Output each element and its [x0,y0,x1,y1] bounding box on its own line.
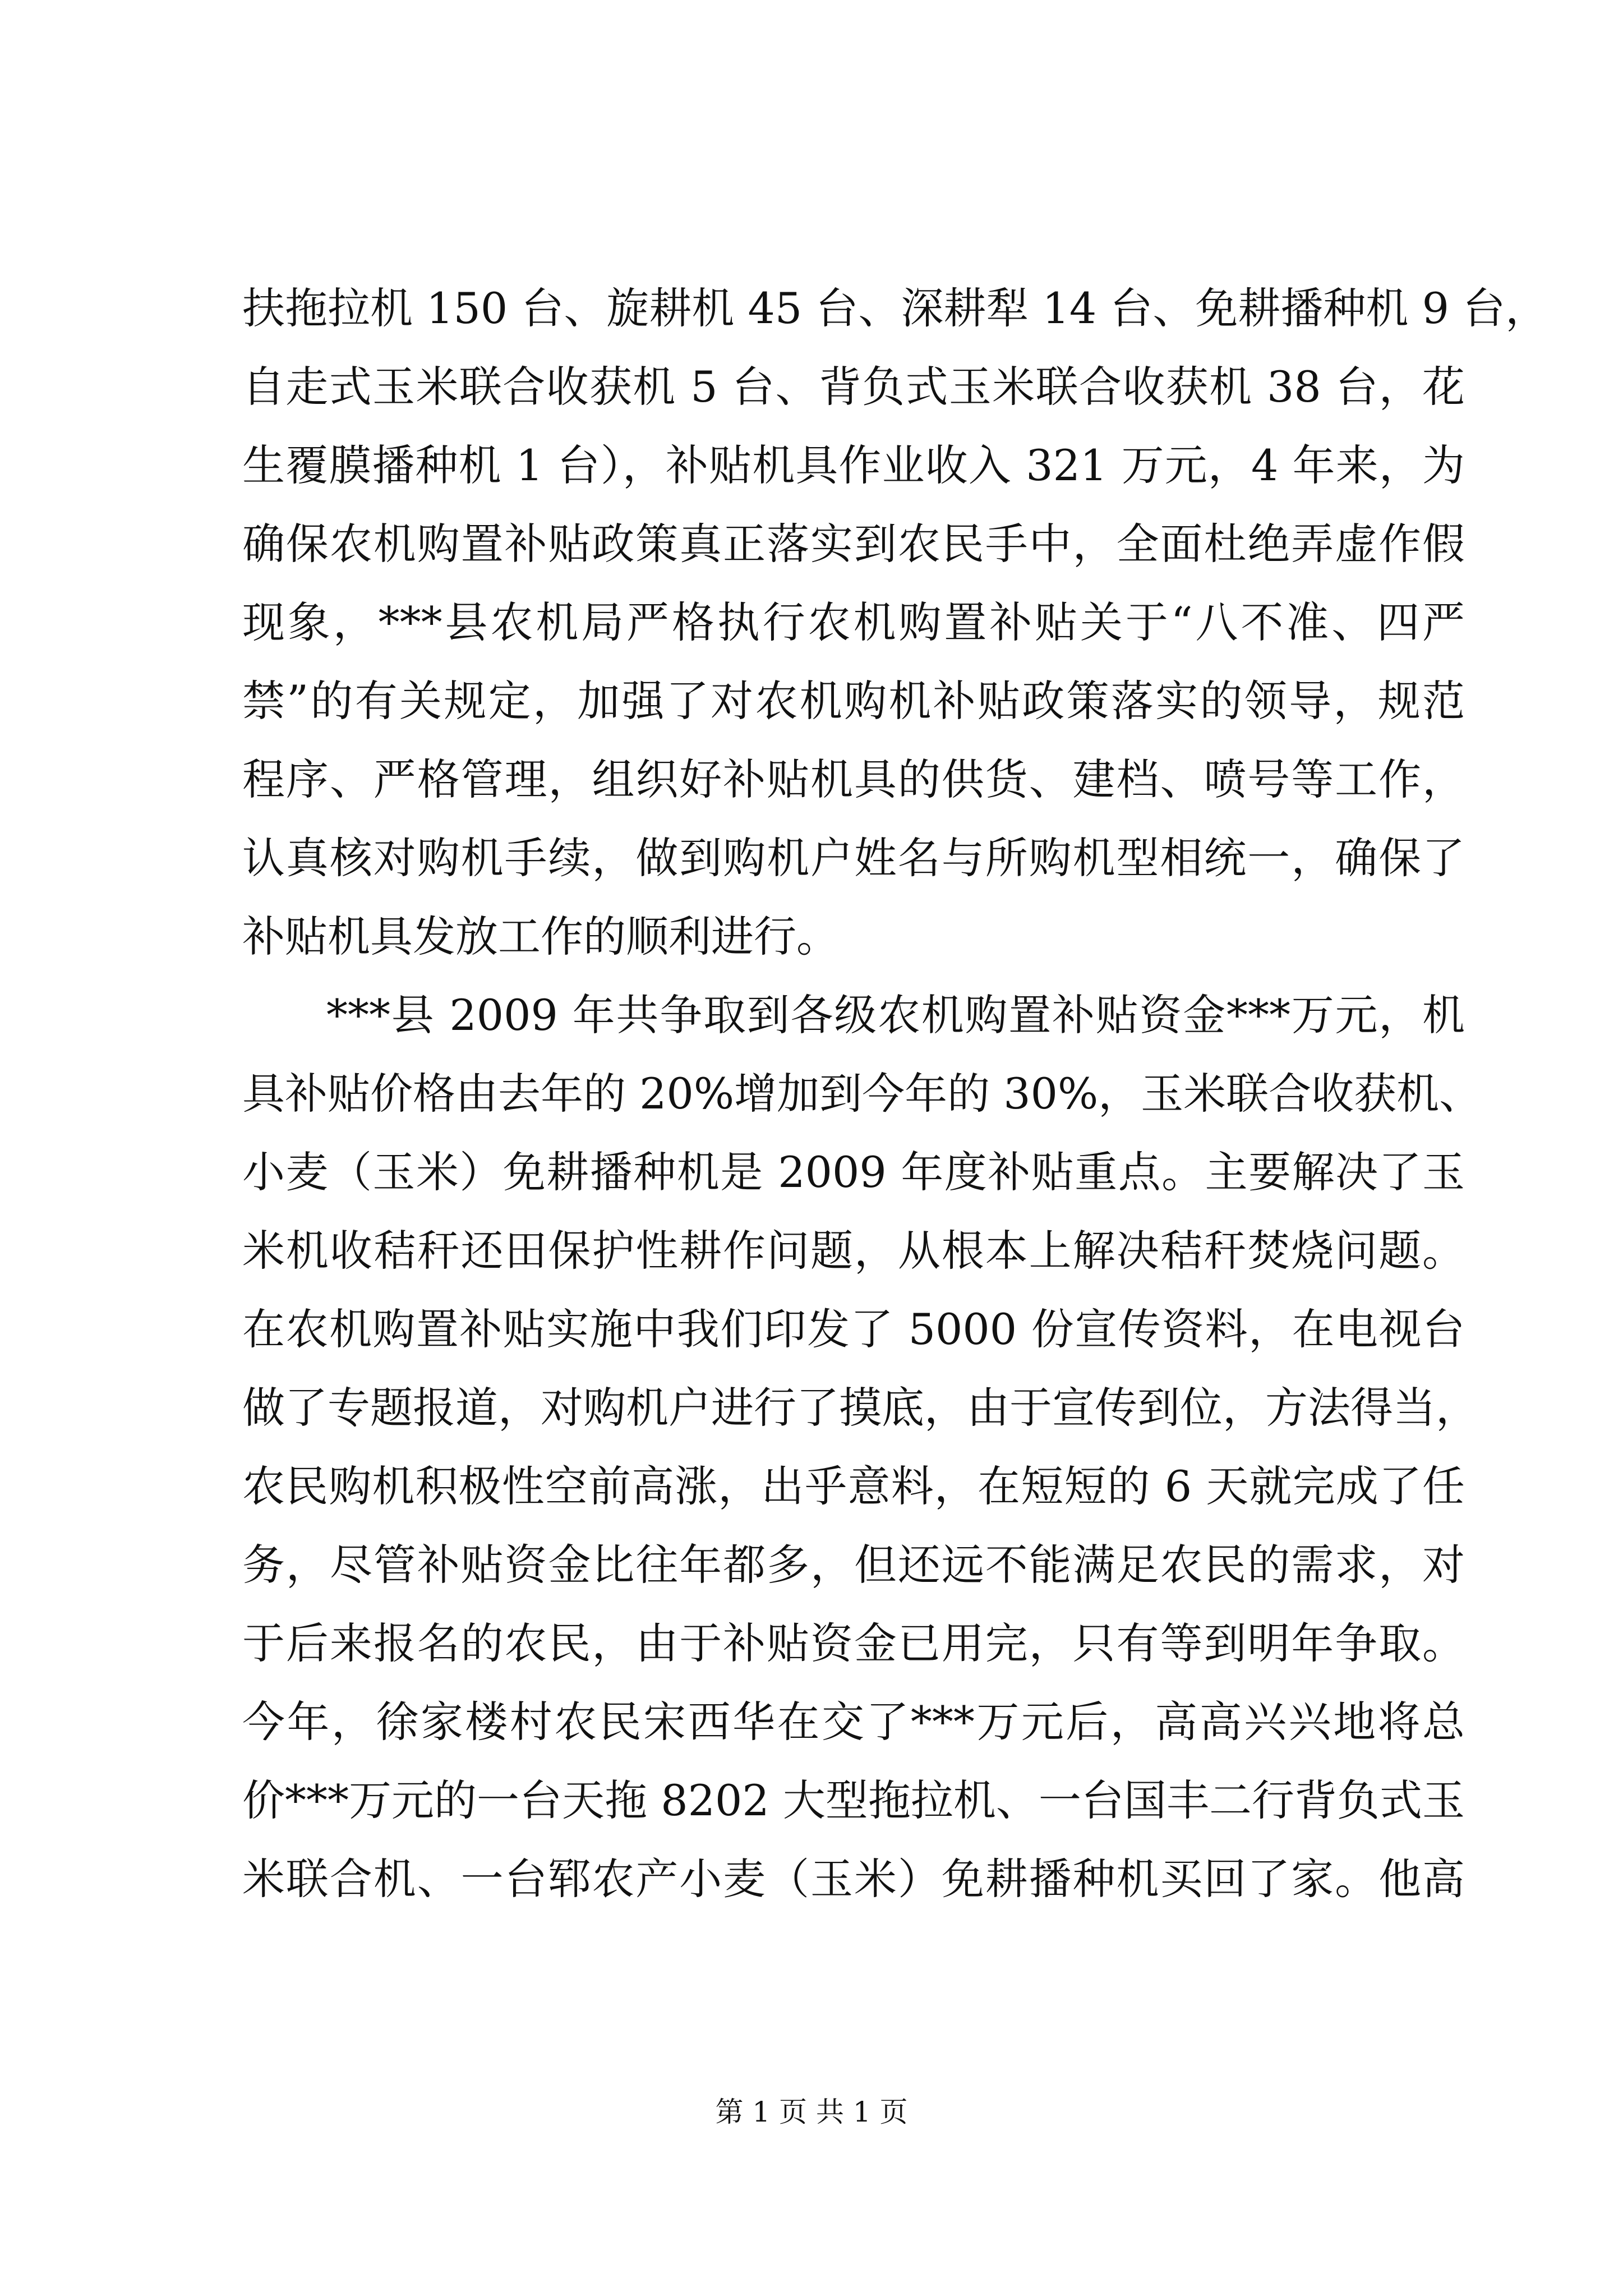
paragraph-line: 认真核对购机手续，做到购机户姓名与所购机型相统一，确保了 [242,833,1465,883]
paragraph-line: 米机收秸秆还田保护性耕作问题，从根本上解决秸秆焚烧问题。 [242,1226,1465,1276]
paragraph-line: 务，尽管补贴资金比往年都多，但还远不能满足农民的需求，对 [242,1540,1465,1590]
paragraph-line: 确保农机购置补贴政策真正落实到农民手中，全面杜绝弄虚作假 [242,519,1465,569]
paragraph-line: 米联合机、一台郓农产小麦（玉米）免耕播种机买回了家。他高 [242,1854,1465,1904]
paragraph-line: ***县 2009 年共争取到各级农机购置补贴资金***万元，机 [326,990,1465,1040]
paragraph-line: 补贴机具发放工作的顺利进行。 [242,912,839,961]
paragraph-line: 程序、严格管理，组织好补贴机具的供货、建档、喷号等工作， [242,754,1465,804]
paragraph-line: 小麦（玉米）免耕播种机是 2009 年度补贴重点。主要解决了玉 [242,1147,1465,1197]
paragraph-line: 具补贴价格由去年的 20%增加到今年的 30%，玉米联合收获机、 [242,1069,1482,1119]
paragraph-line: 扶拖拉机 150 台、旋耕机 45 台、深耕犁 14 台、免耕播种机 9 台， [242,283,1548,333]
paragraph-line: 农民购机积极性空前高涨，出乎意料，在短短的 6 天就完成了任 [242,1461,1465,1511]
paragraph-line: 价***万元的一台天拖 8202 大型拖拉机、一台国丰二行背负式玉 [242,1775,1465,1825]
page-footer: 第 1 页 共 1 页 [715,2096,908,2128]
paragraph-line: 自走式玉米联合收获机 5 台、背负式玉米联合收获机 38 台，花 [242,362,1465,412]
paragraph-line: 禁”的有关规定，加强了对农机购机补贴政策落实的领导，规范 [242,676,1465,726]
paragraph-line: 今年，徐家楼村农民宋西华在交了***万元后，高高兴兴地将总 [242,1697,1465,1747]
paragraph-line: 在农机购置补贴实施中我们印发了 5000 份宣传资料，在电视台 [242,1304,1465,1354]
paragraph-line: 现象，***县农机局严格执行农机购置补贴关于“八不准、四严 [242,597,1465,647]
paragraph-line: 生覆膜播种机 1 台），补贴机具作业收入 321 万元，4 年来，为 [242,440,1465,490]
paragraph-line: 做了专题报道，对购机户进行了摸底，由于宣传到位，方法得当， [242,1383,1478,1433]
paragraph-line: 于后来报名的农民，由于补贴资金已用完，只有等到明年争取。 [242,1618,1465,1668]
